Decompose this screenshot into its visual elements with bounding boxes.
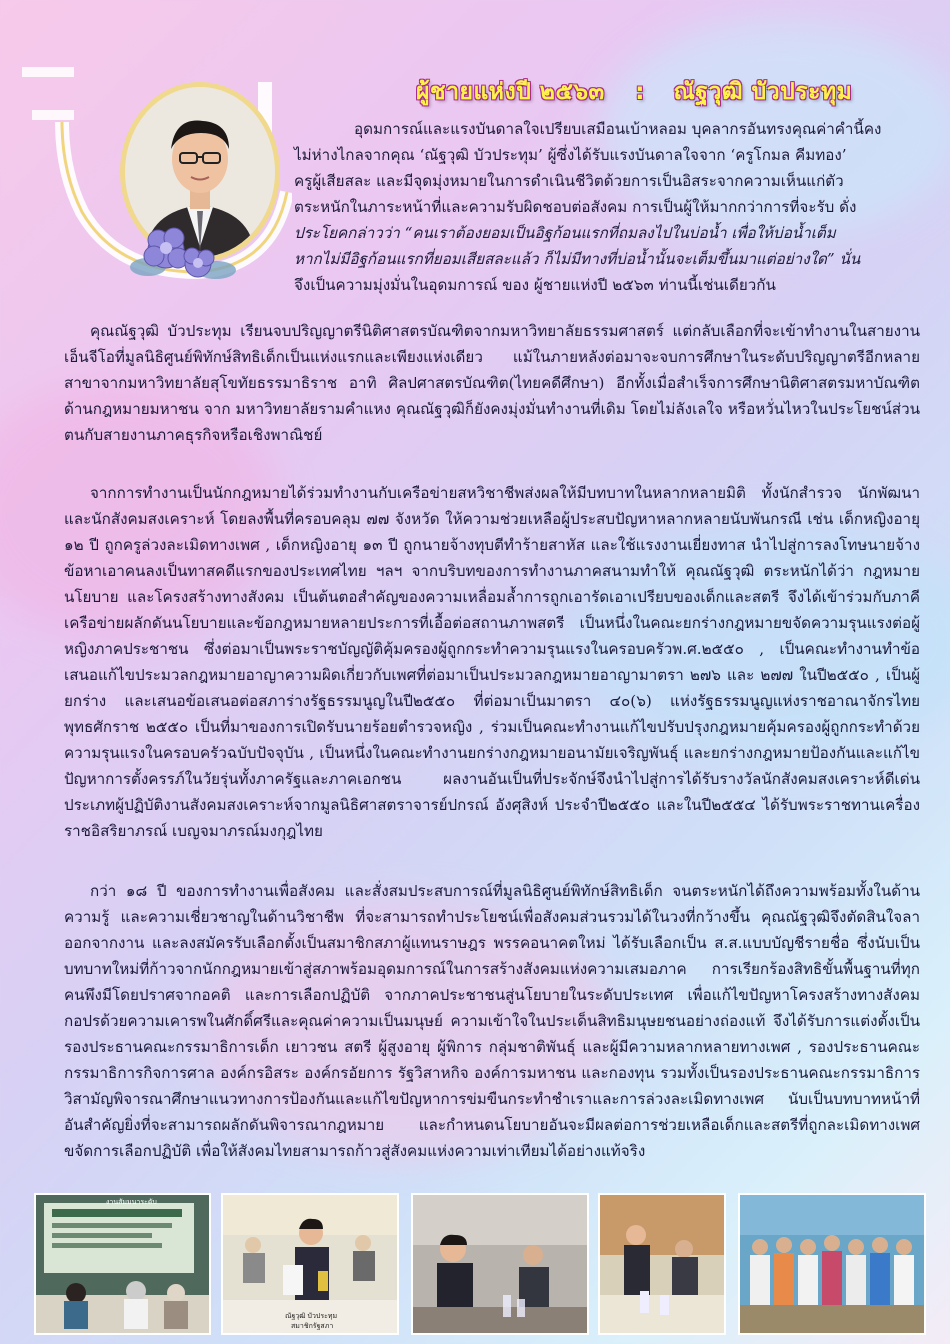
photo-caption-role: สมาชิกรัฐสภา xyxy=(291,1323,334,1330)
page-title xyxy=(416,74,886,110)
intro-line: ครูผู้เสียสละ และมีจุดมุ่งหมายในการดำเนินชีวิตด้วยการเป็นอิสระจากความเห็นแก่ตัว xyxy=(294,172,844,190)
intro-line: จึงเป็นความมุ่งมั่นในอุดมการณ์ ของ ผู้ชายแห่งปี ๒๕๖๓ ท่านนี้เช่นเดียวกัน xyxy=(294,276,776,294)
event-photo-3 xyxy=(411,1193,589,1335)
intro-block xyxy=(294,116,922,298)
event-photo-2 xyxy=(221,1193,399,1335)
event-photo-5 xyxy=(738,1193,926,1335)
event-photo-1 xyxy=(34,1193,211,1335)
photo-caption: งานสัมมนาระดับ xyxy=(106,1199,157,1206)
paragraph-text: คุณณัฐวุฒิ บัวประทุม เรียนจบปริญญาตรีนิติศาสตรบัณฑิตจากมหาวิทยาลัยธรรมศาสตร์ แต่กลับเลือกที่จะเข้าทำงานในสายงานเอ็นจีโอที่มูลนิธิศูนย์พิทักษ์สิทธิเด็กเป็นแห่งแรกและเพียงแห่งเดียว แม้ในภายหลังต่อมาจะจบการศึกษาในระดับปริญญาตรีอีกหลายสาขาจากมหาวิทยาลัยสุโขทัยธรรมาธิราช อาทิ ศิลปศาสตรบัณฑิต(ไทยคดีศึกษา) อีกทั้งเมื่อสำเร็จการศึกษานิติศาสตรมหาบัณฑิต ด้านกฎหมายมหาชน จาก มหาวิทยาลัยรามคำแหง คุณณัฐวุฒิก็ยังคงมุ่งมั่นทำงานที่เดิม โดยไม่ลังเลใจ หรือหวั่นไหวในประโยชน์ส่วนตนกับสายงานภาคธุรกิจหรือเชิงพาณิชย์ xyxy=(64,322,920,444)
intro-line: ไม่ห่างไกลจากคุณ ‘ณัฐวุฒิ บัวประทุม’ ผู้ซึ่งได้รับแรงบันดาลใจจาก ‘ครูโกมล คีมทอง’ xyxy=(294,146,847,164)
intro-quote-line: หากไม่มีอิฐก้อนแรกที่ยอมเสียสละแล้ว ก็ไม่มีทางที่บ่อน้ำนั้นจะเต็มขึ้นมาแต่อย่างใด” นั่น xyxy=(294,250,861,268)
intro-quote-line: ประโยคกล่าวว่า “คนเราต้องยอมเป็นอิฐก้อนแรกที่ถมลงไปในบ่อน้ำ เพื่อให้บ่อน้ำเต็ม xyxy=(294,224,836,242)
photo-caption-name: ณัฐวุฒิ บัวประทุม xyxy=(285,1313,338,1320)
paragraph-text: จากการทำงานเป็นนักกฎหมายได้ร่วมทำงานกับเครือข่ายสหวิชาชีพส่งผลให้มีบทบาทในหลากหลายมิติ ทั้งนักสำรวจ นักพัฒนา และนักสังคมสงเคราะห์ โดยลงพื้นที่ครอบคลุม ๗๗ จังหวัด ให้ความช่วยเหลือผู้ประสบปัญหาหลากหลายนับพันกรณี เช่น เด็กหญิงอายุ ๑๒ ปี ถูกครูล่วงละเมิดทางเพศ , เด็กหญิงอายุ ๑๓ ปี ถูกนายจ้างทุบตีทำร้ายสาหัส และใช้แรงงานเยี่ยงทาส นำไปสู่การลงโทษนายจ้างข้อหาเอาคนลงเป็นทาสคดีแรกของประเทศไทย ฯลฯ จากบริบทของการทำงานภาคสนามทำให้ คุณณัฐวุฒิ ตระหนักได้ว่า กฎหมาย นโยบาย และโครงสร้างทางสังคม เป็นต้นตอสำคัญของความเหลื่อมล้ำการถูกเอารัดเอาเปรียบของเด็กและสตรี จึงได้เข้าร่วมกับภาคีเครือข่ายผลักดันนโยบายและข้อกฎหมายหลายประการที่เอื้อต่อสถานภาพสตรี เป็นหนึ่งในคณะยกร่างกฎหมายขจัดความรุนแรงต่อผู้หญิงภาคประชาชน ซึ่งต่อมาเป็นพระราชบัญญัติคุ้มครองผู้ถูกกระทำความรุนแรงในครอบครัวพ.ศ.๒๕๕๐ , เป็นคณะทำงานทำข้อเสนอแก้ไขประมวลกฎหมายอาญาความผิดเกี่ยวกับเพศที่ต่อมาเป็นประมวลกฎหมายอาญามาตรา ๒๗๖ และ ๒๗๗ ในปี๒๕๕๐ , เป็นผู้ยกร่าง และเสนอข้อเสนอต่อสภาร่างรัฐธรรมนูญในปี๒๕๕๐ ที่ต่อมาเป็นมาตรา ๔๐(๖) แห่งรัฐธรรมนูญแห่งราชอาณาจักรไทยพุทธศักราช ๒๕๕๐ เป็นที่มาของการเปิดรับนายร้อยตำรวจหญิง , ร่วมเป็นคณะทำงานแก้ไขปรับปรุงกฎหมายคุ้มครองผู้ถูกกระทำด้วยความรุนแรงในครอบครัวฉบับปัจจุบัน , เป็นหนึ่งในคณะทำงานยกร่างกฎหมายอนามัยเจริญพันธุ์ และยกร่างกฎหมายป้องกันและแก้ไขปัญหาการตั้งครรภ์ในวัยรุ่นทั้งภาครัฐและภาคเอกชน ผลงานอันเป็นที่ประจักษ์จึงนำไปสู่การได้รับรางวัลนักสังคมสงเคราะห์ดีเด่น ประเภทผู้ปฏิบัติงานสังคมสงเคราะห์จากมูลนิธิศาสตราจารย์ปกรณ์ อังศุสิงห์ ประจำปี๒๕๕๐ และในปี๒๕๕๔ ได้รับพระราชทานเครื่องราชอิสริยาภรณ์ เบญจมาภรณ์มงกุฎไทย xyxy=(64,484,920,840)
intro-line: ตระหนักในภาระหน้าที่และความรับผิดชอบต่อสังคม การเป็นผู้ให้มากกว่าการที่จะรับ ดั่ง xyxy=(294,198,857,216)
title-name: ณัฐวุฒิ บัวประทุม xyxy=(673,79,853,105)
paragraph-text: กว่า ๑๘ ปี ของการทำงานเพื่อสังคม และสั่งสมประสบการณ์ที่มูลนิธิศูนย์พิทักษ์สิทธิเด็ก จนตระหนักได้ถึงความพร้อมทั้งในด้านความรู้ และความเชี่ยวชาญในด้านวิชาชีพ ที่จะสามารถทำประโยชน์เพื่อสังคมส่วนรวมได้ในวงที่กว้างขึ้น คุณณัฐวุฒิจึงตัดสินใจลาออกจากงาน และลงสมัครรับเลือกตั้งเป็นสมาชิกสภาผู้แทนราษฎร พรรคอนาคตใหม่ ได้รับเลือกเป็น ส.ส.แบบบัญชีรายชื่อ ซึ่งนับเป็นบทบาทใหม่ที่ก้าวจากนักกฎหมายเข้าสู่สภาพร้อมอุดมการณ์ในการสร้างสังคมแห่งความเสมอภาค การเรียกร้องสิทธิขั้นพื้นฐานที่ทุกคนพึงมีโดยปราศจากอคติ และการเลือกปฏิบัติ จากภาคประชาชนสู่นโยบายในระดับประเทศ เพื่อแก้ไขปัญหาโครงสร้างทางสังคม กอปรด้วยความเคารพในศักดิ์ศรีและคุณค่าความเป็นมนุษย์ ความเข้าใจในประเด็นสิทธิมนุษยชนอย่างถ่องแท้ จึงได้รับการแต่งตั้งเป็นรองประธานคณะกรรมาธิการเด็ก เยาวชน สตรี ผู้สูงอายุ ผู้พิการ กลุ่มชาติพันธุ์ และผู้มีความหลากหลายทางเพศ , รองประธานคณะกรรมาธิการกิจการศาล องค์กรอิสระ องค์กรอัยการ รัฐวิสาหกิจ องค์การมหาชน และกองทุน รวมทั้งเป็นรองประธานคณะกรรมาธิการวิสามัญพิจารณาศึกษาแนวทางการป้องกันและแก้ไขปัญหาการข่มขืนกระทำชำเราและการล่วงละเมิดทางเพศ นับเป็นบทบาทหน้าที่อันสำคัญยิ่งที่จะสามารถผลักดันพิจารณากฎหมาย และกำหนดนโยบายอันจะมีผลต่อการช่วยเหลือเด็กและสตรีที่ถูกละเมิดทางเพศ ขจัดการเลือกปฏิบัติ เพื่อให้สังคมไทยสามารถก้าวสู่สังคมแห่งความเท่าเทียมได้อย่างแท้จริง xyxy=(64,882,920,1160)
intro-line: อุดมการณ์และแรงบันดาลใจเปรียบเสมือนเบ้าหลอม บุคลากรอันทรงคุณค่าคำนี้คง xyxy=(354,120,882,138)
body-paragraph-politics xyxy=(64,878,920,1164)
title-separator: : xyxy=(635,79,645,105)
event-photo-4 xyxy=(598,1193,726,1335)
title-label: ผู้ชายแห่งปี ๒๕๖๓ xyxy=(416,79,605,105)
body-paragraph-career xyxy=(64,480,920,844)
flower-decoration-icon xyxy=(128,212,238,292)
body-paragraph-education xyxy=(64,318,920,448)
